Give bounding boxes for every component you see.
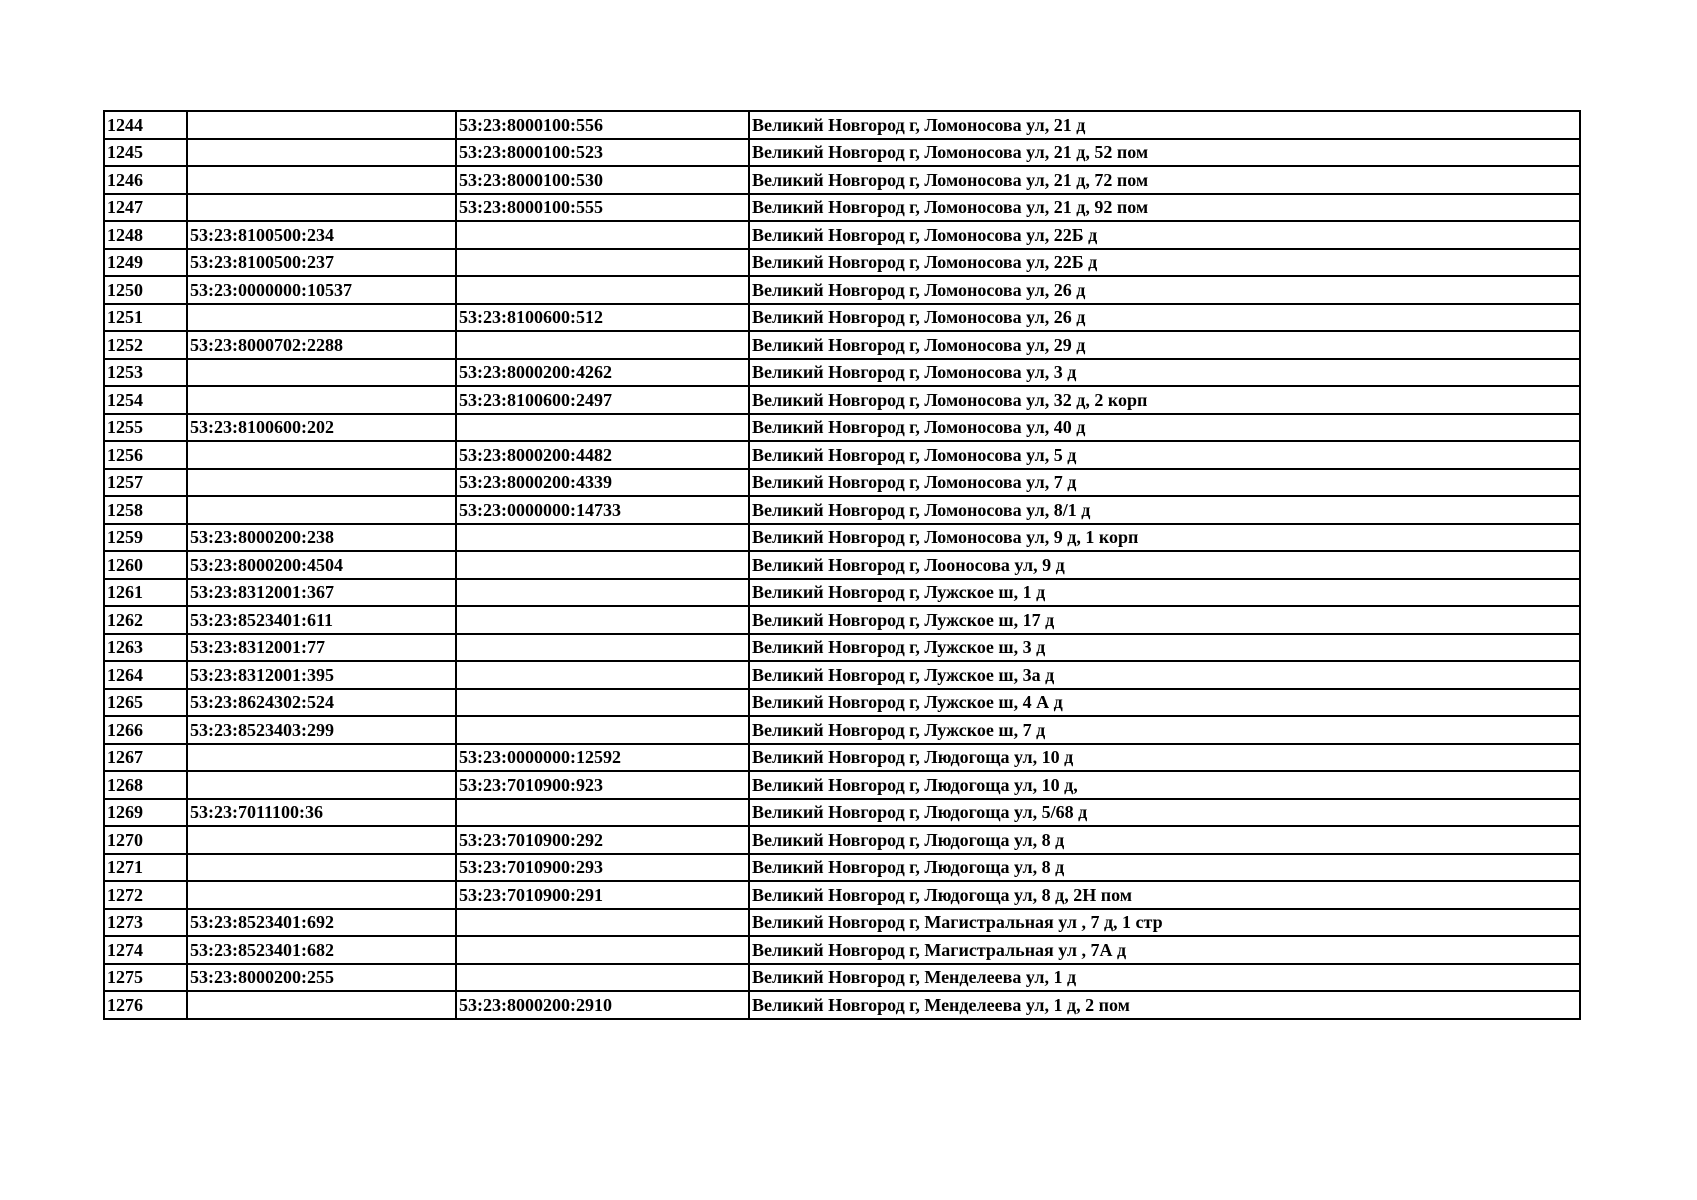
cadastral-number-cell: 53:23:8000200:255 <box>187 964 456 992</box>
building-cadastral-number-cell: 53:23:8000100:555 <box>456 194 749 222</box>
address-cell: Великий Новгород г, Лужское ш, 17 д <box>749 606 1580 634</box>
address-cell: Великий Новгород г, Ломоносова ул, 9 д, 1 корп <box>749 524 1580 552</box>
address-cell: Великий Новгород г, Людогоща ул, 10 д <box>749 744 1580 772</box>
building-cadastral-number-cell: 53:23:8000100:530 <box>456 166 749 194</box>
table-row <box>104 331 1580 359</box>
row-number-cell: 1269 <box>104 799 187 827</box>
cadastral-number-cell: 53:23:8312001:367 <box>187 579 456 607</box>
building-cadastral-number-cell: 53:23:8000200:4262 <box>456 359 749 387</box>
table-row <box>104 771 1580 799</box>
address-cell: Великий Новгород г, Менделеева ул, 1 д <box>749 964 1580 992</box>
building-cadastral-number-cell <box>456 634 749 662</box>
row-number-cell: 1257 <box>104 469 187 497</box>
building-cadastral-number-cell: 53:23:7010900:923 <box>456 771 749 799</box>
table-row <box>104 881 1580 909</box>
address-cell: Великий Новгород г, Магистральная ул , 7 д, 1 стр <box>749 909 1580 937</box>
row-number-cell: 1254 <box>104 386 187 414</box>
cadastral-number-cell <box>187 194 456 222</box>
address-cell: Великий Новгород г, Ломоносова ул, 26 д <box>749 304 1580 332</box>
row-number-cell: 1272 <box>104 881 187 909</box>
building-cadastral-number-cell <box>456 936 749 964</box>
building-cadastral-number-cell: 53:23:8000100:523 <box>456 139 749 167</box>
cadastral-number-cell <box>187 166 456 194</box>
address-cell: Великий Новгород г, Менделеева ул, 1 д, 2 пом <box>749 991 1580 1019</box>
building-cadastral-number-cell: 53:23:7010900:291 <box>456 881 749 909</box>
table-row <box>104 221 1580 249</box>
address-cell: Великий Новгород г, Ломоносова ул, 3 д <box>749 359 1580 387</box>
table-row <box>104 441 1580 469</box>
address-cell: Великий Новгород г, Людогоща ул, 8 д <box>749 854 1580 882</box>
cadastral-number-cell: 53:23:8624302:524 <box>187 689 456 717</box>
row-number-cell: 1247 <box>104 194 187 222</box>
cadastral-number-cell <box>187 111 456 139</box>
cadastral-number-cell <box>187 386 456 414</box>
cadastral-number-cell: 53:23:8523401:611 <box>187 606 456 634</box>
table-row <box>104 579 1580 607</box>
address-cell: Великий Новгород г, Ломоносова ул, 7 д <box>749 469 1580 497</box>
row-number-cell: 1274 <box>104 936 187 964</box>
address-cell: Великий Новгород г, Ломоносова ул, 22Б д <box>749 221 1580 249</box>
cadastral-number-cell <box>187 139 456 167</box>
table-row <box>104 469 1580 497</box>
cadastral-number-cell: 53:23:8312001:395 <box>187 661 456 689</box>
address-cell: Великий Новгород г, Ломоносова ул, 22Б д <box>749 249 1580 277</box>
building-cadastral-number-cell <box>456 579 749 607</box>
cadastral-number-cell: 53:23:8523403:299 <box>187 716 456 744</box>
building-cadastral-number-cell: 53:23:8100600:512 <box>456 304 749 332</box>
building-cadastral-number-cell <box>456 606 749 634</box>
row-number-cell: 1264 <box>104 661 187 689</box>
cadastral-number-cell <box>187 881 456 909</box>
building-cadastral-number-cell: 53:23:8000200:2910 <box>456 991 749 1019</box>
cadastral-number-cell: 53:23:8000702:2288 <box>187 331 456 359</box>
building-cadastral-number-cell <box>456 221 749 249</box>
cadastral-number-cell <box>187 304 456 332</box>
row-number-cell: 1271 <box>104 854 187 882</box>
address-cell: Великий Новгород г, Ломоносова ул, 21 д, 72 пом <box>749 166 1580 194</box>
building-cadastral-number-cell: 53:23:0000000:14733 <box>456 496 749 524</box>
cadastral-number-cell <box>187 469 456 497</box>
address-cell: Великий Новгород г, Ломоносова ул, 26 д <box>749 276 1580 304</box>
table-row <box>104 524 1580 552</box>
row-number-cell: 1261 <box>104 579 187 607</box>
address-cell: Великий Новгород г, Ломоносова ул, 8/1 д <box>749 496 1580 524</box>
address-cell: Великий Новгород г, Ломоносова ул, 21 д, 52 пом <box>749 139 1580 167</box>
building-cadastral-number-cell <box>456 661 749 689</box>
table-row <box>104 386 1580 414</box>
cadastral-number-cell: 53:23:8100500:237 <box>187 249 456 277</box>
table-row <box>104 606 1580 634</box>
building-cadastral-number-cell <box>456 799 749 827</box>
row-number-cell: 1260 <box>104 551 187 579</box>
cadastral-number-cell: 53:23:8523401:682 <box>187 936 456 964</box>
table-row <box>104 854 1580 882</box>
table-row <box>104 799 1580 827</box>
table-row <box>104 936 1580 964</box>
table-row <box>104 909 1580 937</box>
table-row <box>104 826 1580 854</box>
row-number-cell: 1252 <box>104 331 187 359</box>
row-number-cell: 1259 <box>104 524 187 552</box>
cadastral-number-cell: 53:23:8523401:692 <box>187 909 456 937</box>
building-cadastral-number-cell <box>456 964 749 992</box>
address-cell: Великий Новгород г, Людогоща ул, 8 д, 2Н пом <box>749 881 1580 909</box>
row-number-cell: 1262 <box>104 606 187 634</box>
cadastral-number-cell <box>187 826 456 854</box>
row-number-cell: 1248 <box>104 221 187 249</box>
table-row <box>104 359 1580 387</box>
cadastral-number-cell: 53:23:7011100:36 <box>187 799 456 827</box>
table-row <box>104 414 1580 442</box>
table-row <box>104 304 1580 332</box>
row-number-cell: 1245 <box>104 139 187 167</box>
cadastral-number-cell <box>187 441 456 469</box>
building-cadastral-number-cell <box>456 276 749 304</box>
table-row <box>104 139 1580 167</box>
row-number-cell: 1249 <box>104 249 187 277</box>
cadastral-number-cell <box>187 744 456 772</box>
cadastral-number-cell: 53:23:8000200:238 <box>187 524 456 552</box>
address-cell: Великий Новгород г, Людогоща ул, 5/68 д <box>749 799 1580 827</box>
building-cadastral-number-cell: 53:23:0000000:12592 <box>456 744 749 772</box>
cadastral-number-cell <box>187 771 456 799</box>
address-cell: Великий Новгород г, Людогоща ул, 10 д, <box>749 771 1580 799</box>
cadastral-number-cell <box>187 854 456 882</box>
building-cadastral-number-cell: 53:23:8000100:556 <box>456 111 749 139</box>
building-cadastral-number-cell: 53:23:8000200:4339 <box>456 469 749 497</box>
cadastral-number-cell <box>187 496 456 524</box>
address-cell: Великий Новгород г, Магистральная ул , 7А д <box>749 936 1580 964</box>
row-number-cell: 1256 <box>104 441 187 469</box>
row-number-cell: 1268 <box>104 771 187 799</box>
cadastral-number-cell: 53:23:8312001:77 <box>187 634 456 662</box>
building-cadastral-number-cell <box>456 249 749 277</box>
table-row <box>104 634 1580 662</box>
table-row <box>104 689 1580 717</box>
address-cell: Великий Новгород г, Ломоносова ул, 32 д, 2 корп <box>749 386 1580 414</box>
row-number-cell: 1275 <box>104 964 187 992</box>
row-number-cell: 1267 <box>104 744 187 772</box>
table-row <box>104 249 1580 277</box>
address-cell: Великий Новгород г, Лужское ш, 4 А д <box>749 689 1580 717</box>
cadastral-number-cell: 53:23:8100500:234 <box>187 221 456 249</box>
building-cadastral-number-cell <box>456 524 749 552</box>
row-number-cell: 1273 <box>104 909 187 937</box>
row-number-cell: 1263 <box>104 634 187 662</box>
row-number-cell: 1253 <box>104 359 187 387</box>
building-cadastral-number-cell <box>456 331 749 359</box>
address-cell: Великий Новгород г, Ломоносова ул, 5 д <box>749 441 1580 469</box>
building-cadastral-number-cell <box>456 551 749 579</box>
table-row <box>104 964 1580 992</box>
table-row <box>104 744 1580 772</box>
table-row <box>104 716 1580 744</box>
table-row <box>104 276 1580 304</box>
address-cell: Великий Новгород г, Лужское ш, 7 д <box>749 716 1580 744</box>
cadastral-number-cell: 53:23:0000000:10537 <box>187 276 456 304</box>
table-row <box>104 551 1580 579</box>
row-number-cell: 1255 <box>104 414 187 442</box>
building-cadastral-number-cell: 53:23:8000200:4482 <box>456 441 749 469</box>
row-number-cell: 1246 <box>104 166 187 194</box>
address-cell: Великий Новгород г, Ломоносова ул, 21 д, 92 пом <box>749 194 1580 222</box>
table-row <box>104 166 1580 194</box>
row-number-cell: 1251 <box>104 304 187 332</box>
building-cadastral-number-cell: 53:23:7010900:293 <box>456 854 749 882</box>
row-number-cell: 1270 <box>104 826 187 854</box>
address-cell: Великий Новгород г, Ломоносова ул, 29 д <box>749 331 1580 359</box>
table-row <box>104 111 1580 139</box>
row-number-cell: 1250 <box>104 276 187 304</box>
table-row <box>104 991 1580 1019</box>
building-cadastral-number-cell <box>456 716 749 744</box>
row-number-cell: 1244 <box>104 111 187 139</box>
building-cadastral-number-cell <box>456 414 749 442</box>
cadastral-number-cell: 53:23:8100600:202 <box>187 414 456 442</box>
property-table <box>103 110 1581 1020</box>
address-cell: Великий Новгород г, Лужское ш, 1 д <box>749 579 1580 607</box>
address-cell: Великий Новгород г, Лооносова ул, 9 д <box>749 551 1580 579</box>
table-row <box>104 496 1580 524</box>
building-cadastral-number-cell <box>456 909 749 937</box>
building-cadastral-number-cell: 53:23:7010900:292 <box>456 826 749 854</box>
address-cell: Великий Новгород г, Ломоносова ул, 40 д <box>749 414 1580 442</box>
cadastral-number-cell: 53:23:8000200:4504 <box>187 551 456 579</box>
table-row <box>104 194 1580 222</box>
property-table-body <box>104 111 1580 1019</box>
address-cell: Великий Новгород г, Лужское ш, 3 д <box>749 634 1580 662</box>
address-cell: Великий Новгород г, Людогоща ул, 8 д <box>749 826 1580 854</box>
row-number-cell: 1276 <box>104 991 187 1019</box>
row-number-cell: 1266 <box>104 716 187 744</box>
cadastral-number-cell <box>187 991 456 1019</box>
cadastral-number-cell <box>187 359 456 387</box>
address-cell: Великий Новгород г, Ломоносова ул, 21 д <box>749 111 1580 139</box>
building-cadastral-number-cell: 53:23:8100600:2497 <box>456 386 749 414</box>
building-cadastral-number-cell <box>456 689 749 717</box>
row-number-cell: 1265 <box>104 689 187 717</box>
address-cell: Великий Новгород г, Лужское ш, 3а д <box>749 661 1580 689</box>
table-row <box>104 661 1580 689</box>
row-number-cell: 1258 <box>104 496 187 524</box>
